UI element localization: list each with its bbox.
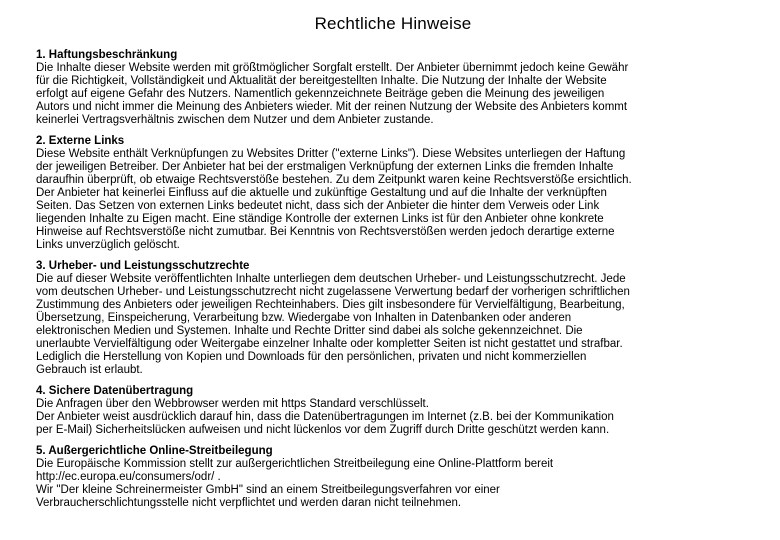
page-title: Rechtliche Hinweise	[314, 14, 472, 33]
odr-platform-url: http://ec.europa.eu/consumers/odr/ .	[36, 471, 221, 483]
section-heading: 1. Haftungsbeschränkung	[36, 49, 178, 61]
section-liability-limitation	[36, 49, 750, 127]
text-line: daraufhin überprüft, ob etwaige Rechtsverstöße bestehen. Zu dem Zeitpunkt waren keine Rechtsverstöße ersichtlich.	[36, 174, 632, 186]
text-line: Die auf dieser Website veröffentlichten Inhalte unterliegen dem deutschen Urheber- und Leistungsschutzrecht. Jede	[36, 273, 626, 285]
section-heading: 2. Externe Links	[36, 135, 125, 147]
text-line: Autors und nicht immer die Meinung des Anbieters wieder. Mit der reinen Nutzung der Website des Anbieters kommt	[36, 101, 628, 113]
text-line: Zustimmung des Anbieters oder jeweiligen Rechteinhabers. Dies gilt insbesondere für Vervielfältigung, Bearbeitung,	[36, 299, 625, 311]
text-line: Diese Website enthält Verknüpfungen zu Websites Dritter ("externe Links"). Diese Websites unterliegen der Haftung	[36, 148, 626, 160]
section-copyright	[36, 260, 750, 377]
text-line: keinerlei Vertragsverhältnis zwischen dem Nutzer und dem Anbieter zustande.	[36, 114, 434, 126]
text-line: Lediglich die Herstellung von Kopien und Downloads für den persönlichen, privaten und nicht kommerziellen	[36, 351, 587, 363]
text-line: für die Richtigkeit, Vollständigkeit und Aktualität der bereitgestellten Inhalte. Die Nutzung der Inhalte der Website	[36, 75, 607, 87]
text-line: Links unverzüglich gelöscht.	[36, 239, 180, 251]
text-line: Hinweise auf Rechtsverstöße nicht zumutbar. Bei Kenntnis von Rechtsverstößen werden jedoch derartige externe	[36, 226, 615, 238]
text-line: Wir "Der kleine Schreinermeister GmbH" sind an einem Streitbeilegungsverfahren vor einer	[36, 484, 500, 496]
text-line: unerlaubte Vervielfältigung oder Weitergabe einzelner Inhalte oder kompletter Seiten ist nicht gestattet und strafbar.	[36, 338, 623, 350]
text-line: Die Inhalte dieser Website werden mit größtmöglicher Sorgfalt erstellt. Der Anbieter übernimmt jedoch keine Gewähr	[36, 62, 629, 74]
text-line: Die Europäische Kommission stellt zur außergerichtlichen Streitbeilegung eine Online-Plattform bereit	[36, 458, 554, 470]
text-line: Übersetzung, Einspeicherung, Verarbeitung bzw. Wiedergabe von Inhalten in Datenbanken oder anderen	[36, 312, 572, 324]
section-heading: 3. Urheber- und Leistungsschutzrechte	[36, 260, 250, 272]
text-line: der jeweiligen Betreiber. Der Anbieter hat bei der erstmaligen Verknüpfung der externen Links die fremden Inhalte	[36, 161, 614, 173]
section-online-dispute-resolution	[36, 445, 750, 510]
section-external-links	[36, 135, 750, 252]
text-line: vom deutschen Urheber- und Leistungsschutzrecht nicht zugelassene Verwertung bedarf der vorherigen schriftlichen	[36, 286, 630, 298]
text-line: elektronischen Medien und Systemen. Inhalte und Rechte Dritter sind dabei als solche gekennzeichnet. Die	[36, 325, 583, 337]
text-line: per E-Mail) Sicherheitslücken aufweisen und nicht lückenlos vor dem Zugriff durch Dritte geschützt werden kann.	[36, 424, 610, 436]
section-secure-data-transfer	[36, 385, 750, 437]
text-line: Der Anbieter weist ausdrücklich darauf hin, dass die Datenübertragungen im Internet (z.B. bei der Kommunikation	[36, 411, 614, 423]
text-line: erfolgt auf eigene Gefahr des Nutzers. Namentlich gekennzeichnete Beiträge geben die Meinung des jeweiligen	[36, 88, 605, 100]
text-line: Gebrauch ist erlaubt.	[36, 364, 143, 376]
text-line: Die Anfragen über den Webbrowser werden mit https Standard verschlüsselt.	[36, 398, 429, 410]
text-line: liegenden Inhalte zu Eigen macht. Eine ständige Kontrolle der externen Links ist für den Anbieter ohne konkrete	[36, 213, 604, 225]
section-heading: 4. Sichere Datenübertragung	[36, 385, 194, 397]
text-line: Der Anbieter hat keinerlei Einfluss auf die aktuelle und zukünftige Gestaltung und auf die Inhalte der verknüpften	[36, 187, 607, 199]
section-heading: 5. Außergerichtliche Online-Streitbeilegung	[36, 445, 273, 457]
text-line: Seiten. Das Setzen von externen Links bedeutet nicht, dass sich der Anbieter die hinter dem Verweis oder Link	[36, 200, 600, 212]
text-line: Verbraucherschlichtungsstelle nicht verpflichtet und werden daran nicht teilnehmen.	[36, 497, 462, 509]
